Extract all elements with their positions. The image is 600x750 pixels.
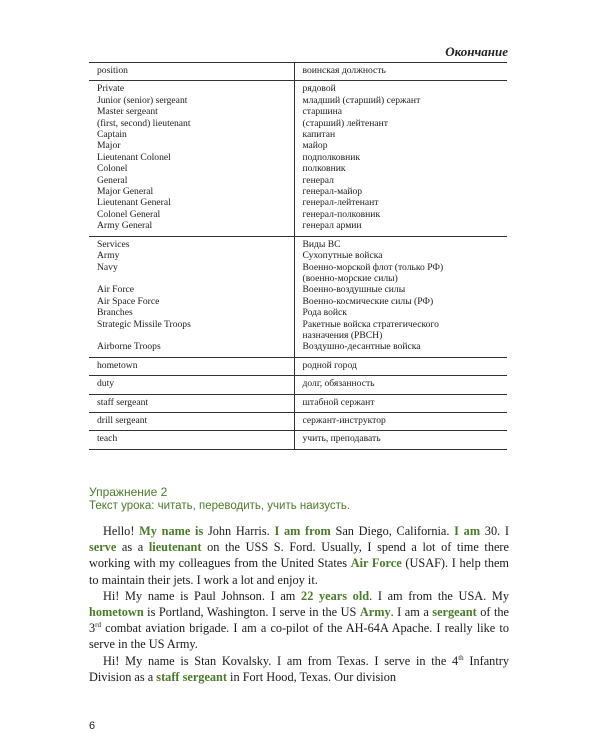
text-run: John Harris. — [203, 524, 275, 538]
english-term: Private — [97, 83, 125, 95]
lesson-paragraph — [89, 523, 509, 588]
key-phrase: serve — [89, 540, 117, 555]
text-run: Hi! My name is Paul Johnson. I am — [103, 588, 302, 603]
russian-term: генерал-лейтенант — [302, 197, 379, 209]
english-term-cell — [89, 376, 294, 394]
english-term: staff sergeant — [97, 396, 149, 408]
english-term: Branches — [97, 307, 133, 319]
russian-term-cell — [294, 357, 507, 375]
russian-term: капитан — [302, 129, 336, 141]
russian-term: (старший) лейтенант — [302, 117, 388, 129]
english-term: Airborne Troops — [97, 341, 161, 353]
english-term: Junior (senior) sergeant — [97, 94, 188, 106]
english-term-cell — [89, 431, 294, 449]
english-term: General — [97, 174, 128, 186]
english-term: Services — [97, 238, 130, 250]
russian-term-cell — [294, 63, 507, 81]
text-run: on the USS S. Ford. Usually, I spend a lot of time there working with my colleagues from the United States — [89, 540, 509, 571]
russian-term: Военно-космические силы (РФ) — [302, 295, 434, 307]
russian-term: подполковник — [302, 151, 361, 163]
exercise-instruction: Текст урока: читать, переводить, учить наизусть. — [89, 500, 351, 512]
english-term: Army — [97, 250, 120, 262]
russian-term-cell — [294, 236, 507, 357]
russian-term: учить, преподавать — [302, 433, 381, 445]
lesson-paragraph — [89, 653, 509, 685]
english-term: Air Force — [97, 284, 135, 296]
text-run: of the 3 — [89, 605, 509, 636]
russian-term-cell — [294, 431, 507, 449]
english-term: Major General — [97, 186, 154, 198]
russian-term-cell — [294, 376, 507, 394]
ordinal-suffix: th — [458, 653, 464, 662]
english-term-cell — [89, 394, 294, 412]
russian-term: младший (старший) сержант — [302, 94, 421, 106]
key-phrase: Army — [359, 605, 391, 620]
english-term-cell — [89, 81, 294, 236]
english-term: teach — [97, 433, 118, 445]
exercise-heading: Упражнение 2 — [89, 485, 168, 499]
english-term: drill sergeant — [97, 414, 148, 426]
text-run: . I am a — [390, 605, 433, 620]
russian-term: майор — [302, 140, 328, 152]
english-term-cell — [89, 412, 294, 430]
russian-term: Рода войск — [302, 307, 347, 319]
english-term: Navy — [97, 261, 118, 273]
english-term: Air Space Force — [97, 295, 160, 307]
russian-term: старшина — [302, 106, 343, 118]
text-run: (USAF). I help them to maintain their jets. I work a lot and enjoy it. — [89, 556, 510, 587]
english-term: (first, second) lieutenant — [97, 117, 191, 129]
text-run: is Portland, Washington. I serve in the US — [143, 605, 360, 620]
text-run: . I am from the USA. My — [369, 588, 509, 603]
key-phrase: Air Force — [350, 556, 402, 571]
text-run: in Fort Hood, Texas. Our division — [226, 669, 397, 684]
vocabulary-table-body — [89, 63, 507, 450]
russian-term: воинская должность — [302, 65, 386, 76]
russian-term: Сухопутные войска — [302, 250, 383, 262]
english-term: Lieutenant General — [97, 197, 171, 209]
english-term: Strategic Missile Troops — [97, 318, 191, 330]
english-term: duty — [97, 378, 115, 390]
text-run: San Diego, California. — [330, 524, 455, 538]
key-phrase: I am — [454, 524, 481, 538]
vocabulary-table — [89, 62, 507, 450]
key-phrase: My name is — [139, 524, 204, 538]
russian-term: Ракетные войска стратегического — [302, 318, 439, 330]
text-run: Infantry Division as a — [89, 653, 509, 684]
page-number: 6 — [89, 720, 96, 732]
russian-term-cell — [294, 412, 507, 430]
table-row — [89, 63, 507, 81]
russian-term: генерал армии — [302, 220, 362, 232]
russian-term: полковник — [302, 163, 346, 175]
russian-term: штабной сержант — [302, 396, 375, 408]
ordinal-suffix: rd — [95, 621, 101, 630]
text-run: 30. I — [480, 524, 509, 538]
russian-term: Воздушно-десантные войска — [302, 341, 421, 353]
russian-term: Военно-воздушные силы — [302, 284, 406, 296]
russian-term: рядовой — [302, 83, 336, 95]
table-row — [89, 81, 507, 236]
key-phrase: sergeant — [432, 605, 477, 620]
key-phrase: lieutenant — [148, 540, 202, 555]
english-term: hometown — [97, 359, 138, 371]
table-row — [89, 431, 507, 449]
english-term: Army General — [97, 220, 153, 232]
key-phrase: I am from — [274, 524, 331, 538]
key-phrase: 22 years old — [301, 588, 370, 603]
russian-term: назначения (РВСН) — [302, 329, 383, 341]
table-row — [89, 412, 507, 430]
lesson-text — [89, 523, 509, 685]
english-term — [97, 273, 288, 284]
english-term: Colonel — [97, 163, 128, 175]
table-row — [89, 376, 507, 394]
english-term — [97, 330, 288, 341]
text-run: as a — [116, 540, 149, 555]
text-run: Hi! My name is Stan Kovalsky. I am from Texas. I serve in the 4 — [103, 653, 459, 668]
russian-term: сержант-инструктор — [302, 414, 386, 426]
table-row — [89, 394, 507, 412]
russian-term: генерал-полковник — [302, 208, 381, 220]
english-term: position — [97, 65, 128, 76]
table-row — [89, 236, 507, 357]
english-term: Lieutenant Colonel — [97, 151, 171, 163]
table-row — [89, 357, 507, 375]
english-term-cell — [89, 236, 294, 357]
lesson-paragraph — [89, 588, 509, 653]
russian-term-cell — [294, 394, 507, 412]
key-phrase: staff sergeant — [156, 669, 227, 684]
russian-term: генерал-майор — [302, 186, 363, 198]
russian-term: Виды ВС — [302, 238, 341, 250]
english-term: Captain — [97, 129, 127, 141]
english-term: Major — [97, 140, 121, 152]
russian-term: (военно-морские силы) — [302, 272, 398, 284]
english-term: Master sergeant — [97, 106, 158, 118]
english-term: Colonel General — [97, 208, 161, 220]
text-run: Hello! — [103, 524, 140, 538]
section-title: Окончание — [445, 44, 508, 59]
russian-term-cell — [294, 81, 507, 236]
russian-term: генерал — [302, 174, 334, 186]
key-phrase: hometown — [89, 605, 144, 620]
text-run: combat aviation brigade. I am a co-pilot of the AH-64A Apache. I really like to serve in the US Army. — [89, 621, 509, 652]
russian-term: долг, обязанность — [302, 378, 375, 390]
english-term-cell — [89, 357, 294, 375]
russian-term: родной город — [302, 359, 357, 371]
russian-term: Военно-морской флот (только РФ) — [302, 261, 444, 273]
english-term-cell — [89, 63, 294, 81]
